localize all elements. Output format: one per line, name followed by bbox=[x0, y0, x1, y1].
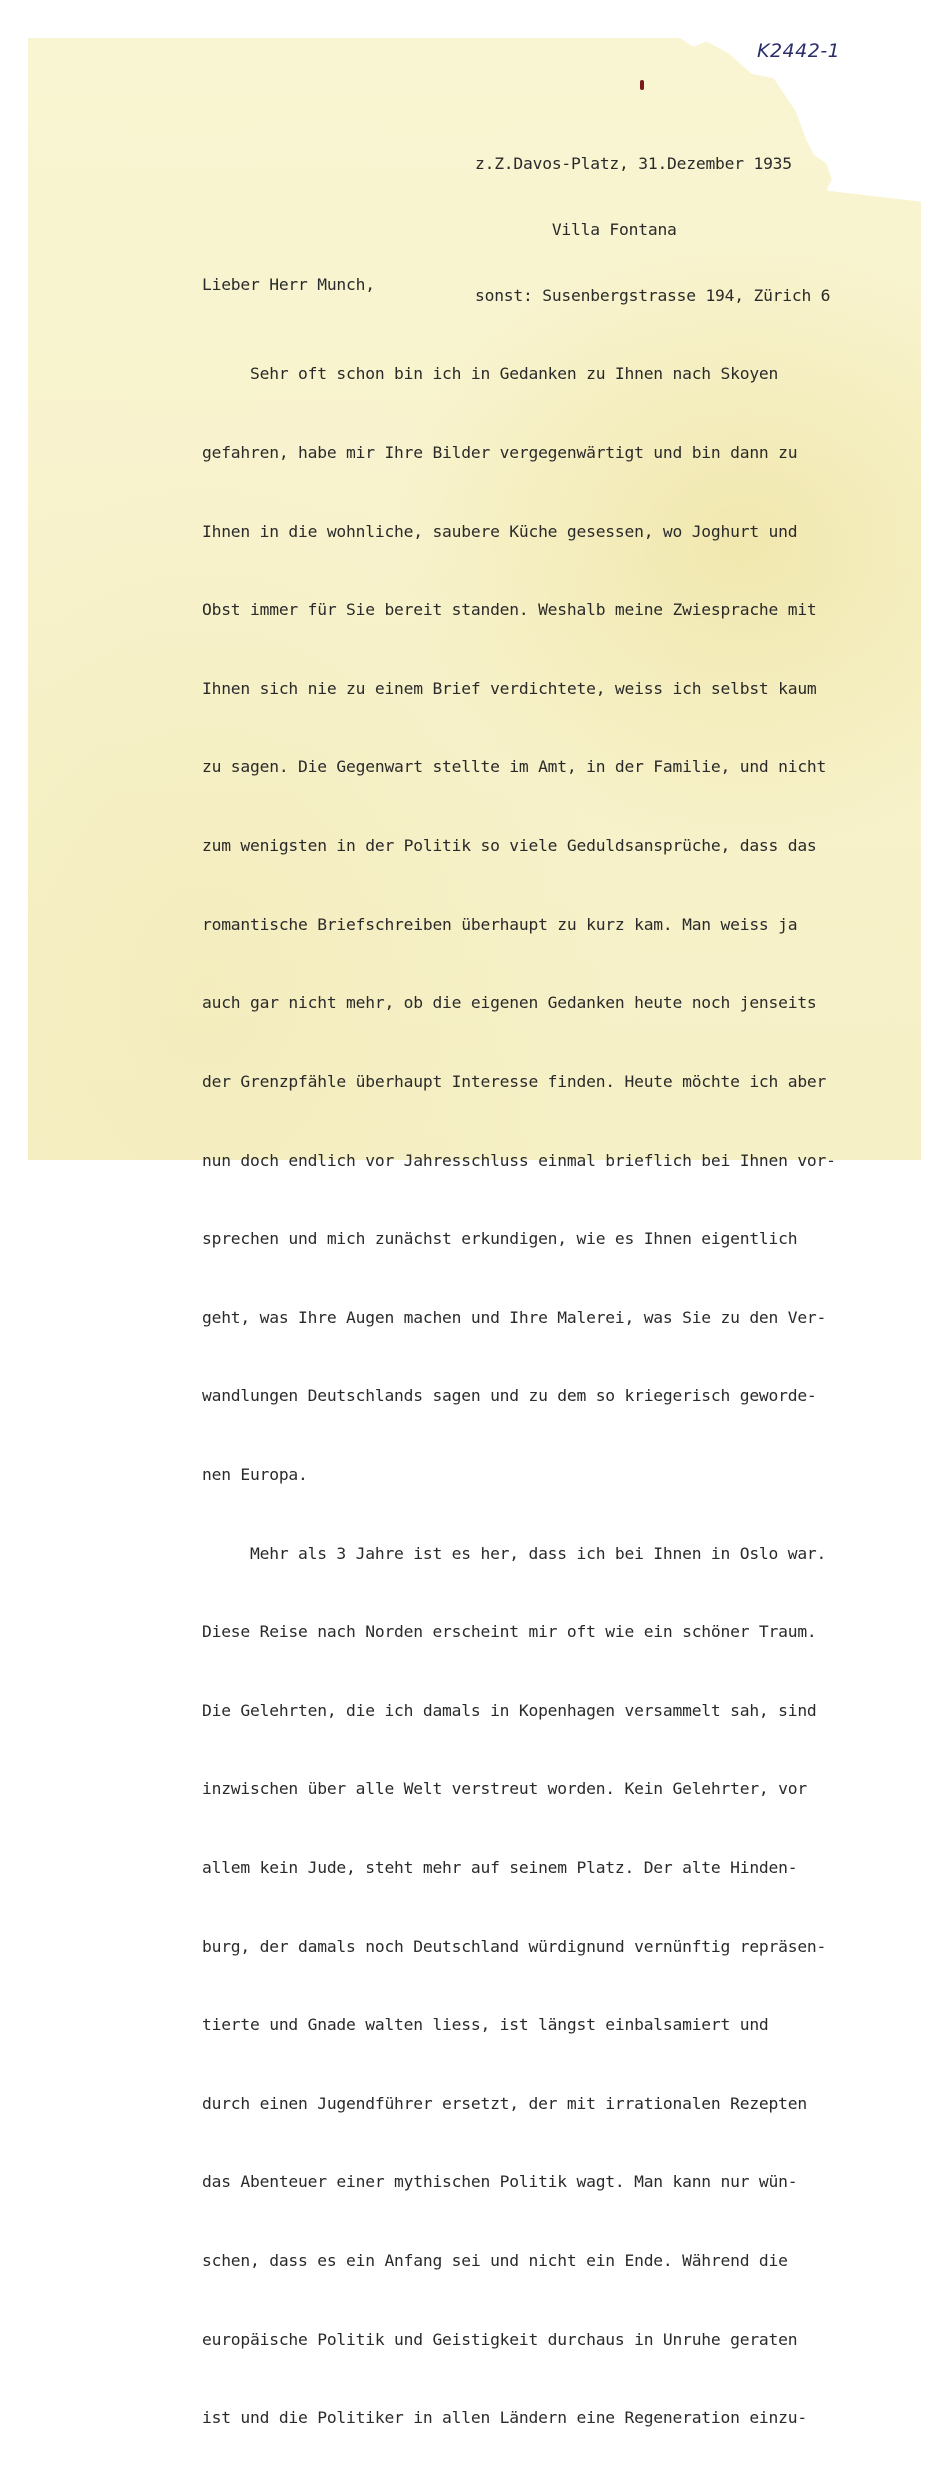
body-line: auch gar nicht mehr, ob die eigenen Gedanken heute noch jenseits bbox=[202, 993, 817, 1013]
body-line: wandlungen Deutschlands sagen und zu dem so kriegerisch geworde- bbox=[202, 1386, 817, 1406]
body-line: burg, der damals noch Deutschland würdignund vernünftig repräsen- bbox=[202, 1936, 827, 1956]
body-line: Mehr als 3 Jahre ist es her, dass ich bei Ihnen in Oslo war. bbox=[202, 1543, 827, 1563]
body-line: Obst immer für Sie bereit standen. Weshalb meine Zwiesprache mit bbox=[202, 600, 817, 620]
body-line: nen Europa. bbox=[202, 1464, 308, 1484]
body-line: zu sagen. Die Gegenwart stellte im Amt, in der Familie, und nicht bbox=[202, 757, 827, 777]
header-place-date: z.Z.Davos-Platz, 31.Dezember 1935 bbox=[475, 154, 792, 173]
body-line: europäische Politik und Geistigkeit durchaus in Unruhe geraten bbox=[202, 2329, 798, 2349]
body-line: geht, was Ihre Augen machen und Ihre Malerei, was Sie zu den Ver- bbox=[202, 1307, 827, 1327]
body-line: nun doch endlich vor Jahresschluss einmal brieflich bei Ihnen vor- bbox=[202, 1150, 836, 1170]
body-line: sprechen und mich zunächst erkundigen, wie es Ihnen eigentlich bbox=[202, 1229, 798, 1249]
body-line: Ihnen sich nie zu einem Brief verdichtete, weiss ich selbst kaum bbox=[202, 678, 817, 698]
body-line: tierte und Gnade walten liess, ist längst einbalsamiert und bbox=[202, 2015, 769, 2035]
body-line: zum wenigsten in der Politik so viele Geduldsansprüche, dass das bbox=[202, 836, 817, 856]
catalog-id: K2442-1 bbox=[757, 40, 841, 62]
body-line: Die Gelehrten, die ich damals in Kopenhagen versammelt sah, sind bbox=[202, 1700, 817, 1720]
letter-body bbox=[202, 309, 836, 2484]
body-line: Ihnen in die wohnliche, saubere Küche gesessen, wo Joghurt und bbox=[202, 521, 798, 541]
body-line: schen, dass es ein Anfang sei und nicht ein Ende. Während die bbox=[202, 2251, 788, 2271]
body-line: Diese Reise nach Norden erscheint mir oft wie ein schöner Traum. bbox=[202, 1622, 817, 1642]
body-line: gefahren, habe mir Ihre Bilder vergegenwärtigt und bin dann zu bbox=[202, 443, 798, 463]
body-line: durch einen Jugendführer ersetzt, der mit irrationalen Rezepten bbox=[202, 2093, 807, 2113]
body-line: allem kein Jude, steht mehr auf seinem Platz. Der alte Hinden- bbox=[202, 1857, 798, 1877]
body-line: ist und die Politiker in allen Ländern eine Regeneration einzu- bbox=[202, 2408, 807, 2428]
body-line: Sehr oft schon bin ich in Gedanken zu Ihnen nach Skoyen bbox=[202, 364, 779, 384]
body-line: der Grenzpfähle überhaupt Interesse finden. Heute möchte ich aber bbox=[202, 1071, 827, 1091]
header-address: sonst: Susenbergstrasse 194, Zürich 6 bbox=[475, 286, 831, 305]
red-ink-mark bbox=[640, 80, 644, 90]
salutation: Lieber Herr Munch, bbox=[202, 275, 375, 294]
header-villa: Villa Fontana bbox=[475, 220, 677, 239]
body-line: das Abenteuer einer mythischen Politik wagt. Man kann nur wün- bbox=[202, 2172, 798, 2192]
body-line: inzwischen über alle Welt verstreut worden. Kein Gelehrter, vor bbox=[202, 1779, 807, 1799]
body-line: romantische Briefschreiben überhaupt zu kurz kam. Man weiss ja bbox=[202, 914, 798, 934]
